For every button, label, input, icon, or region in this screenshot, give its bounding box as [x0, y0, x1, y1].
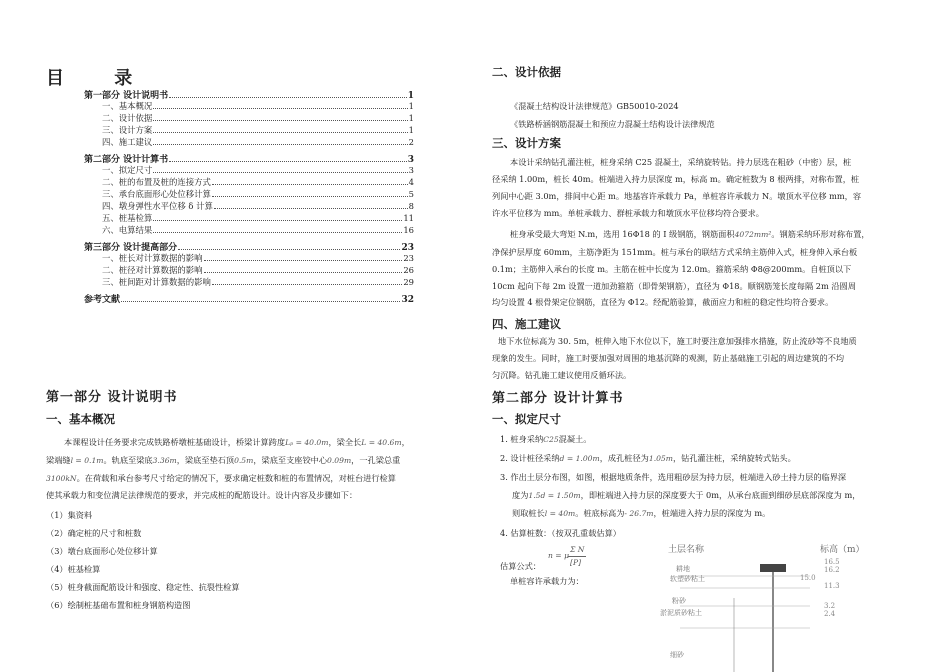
toc-entry-page: 29 — [403, 277, 414, 287]
pile-cap — [760, 564, 786, 572]
toc-leader-dots — [153, 132, 407, 133]
toc-entry[interactable] — [84, 176, 414, 188]
toc-entry-label: 第一部分 设计说明书 — [84, 91, 169, 101]
formula-n: n = μ — [548, 551, 570, 560]
toc-leader-dots — [153, 120, 407, 121]
paragraph-line: 桩身承受最大弯矩 N.m，选用 16Φ18 的 I 级钢筋，钢筋面积4072mm²。钢筋采纳环形对称布置， — [510, 229, 870, 239]
layer-label: 粉砂 — [672, 597, 686, 605]
toc-entry[interactable] — [84, 88, 414, 100]
toc-entry[interactable] — [84, 164, 414, 176]
toc-leader-dots — [212, 196, 408, 197]
toc-entry[interactable] — [84, 240, 414, 252]
toc-entry-label: 四、墩身弹性水平位移 δ 计算 — [102, 201, 213, 211]
toc-entry-label: 一、拟定尺寸 — [102, 165, 153, 175]
toc-entry-page: 3 — [407, 155, 414, 165]
formula-denominator: [P] — [570, 558, 582, 567]
list-item: 度为1.5d = 1.50m，即桩端进入持力层的深度要大于 0m，从承台底面到细砂层底部深度为 m， — [512, 490, 861, 500]
toc-entry-label: 二、桩径对计算数据的影响 — [102, 265, 203, 275]
toc-entry[interactable] — [84, 264, 414, 276]
paragraph-line: 均匀设置 4 根骨架定位钢筋，直径为 Φ12。经配筋验算，截面应力和桩的稳定性均符合要求。 — [492, 297, 834, 307]
toc-entry[interactable] — [84, 224, 414, 236]
section-title: 四、施工建议 — [492, 317, 561, 331]
toc-leader-dots — [204, 260, 403, 261]
part2-heading: 第二部分 设计计算书 — [492, 391, 624, 406]
toc-entry-label: 一、桩长对计算数据的影响 — [102, 253, 203, 263]
toc-entry-page: 1 — [408, 125, 414, 135]
steps-list — [46, 506, 240, 614]
toc-entry-label: 一、基本概况 — [102, 101, 153, 111]
paragraph-line: 径采纳 1.00m，桩长 40m。桩端进入持力层深度 m，标高 m。确定桩数为 8 根两排，对称布置，桩 — [492, 174, 860, 184]
toc-entry-label: 六、电算结果 — [102, 225, 153, 235]
toc-leader-dots — [169, 97, 407, 98]
toc-leader-dots — [153, 220, 402, 221]
toc-leader-dots — [212, 284, 402, 285]
section-title: 三、设计方案 — [492, 136, 561, 150]
elevation-label: 15.0 — [800, 574, 816, 582]
list-item: 3. 作出土层分布图，如图，根据地质条件，选用粗砂层为持力层，桩端进入砂土持力层的临界深 — [500, 472, 847, 482]
toc-entry-page: 1 — [408, 113, 414, 123]
toc-entry[interactable] — [84, 252, 414, 264]
toc-entry-label: 四、施工建议 — [102, 137, 153, 147]
toc-entry[interactable] — [84, 276, 414, 288]
toc-entry-label: 参考文献 — [84, 295, 121, 305]
toc-entry-label: 三、承台底面形心处位移计算 — [102, 189, 211, 199]
toc-entry-page: 32 — [401, 295, 414, 305]
toc-entry-label: 二、设计依据 — [102, 113, 153, 123]
toc-leader-dots — [153, 144, 407, 145]
toc-entry[interactable] — [84, 100, 414, 112]
fraction-bar — [568, 556, 586, 557]
part1-heading: 第一部分 设计说明书 — [46, 390, 178, 405]
paragraph-line: 许水平位移为 mm。单桩承载力、群桩承载力和墩顶水平位移均符合要求。 — [492, 208, 764, 218]
toc-entry[interactable] — [84, 292, 414, 304]
figure-col-soil: 土层名称 — [668, 545, 705, 555]
toc-entry-page: 4 — [408, 177, 414, 187]
toc-leader-dots — [153, 232, 402, 233]
toc-entry[interactable] — [84, 124, 414, 136]
list-item: 1. 桩身采纳C25混凝土。 — [500, 434, 592, 444]
layer-label: 耕地 — [676, 565, 690, 573]
toc-leader-dots — [153, 172, 407, 173]
list-item: （3）墩台底面形心处位移计算 — [46, 546, 158, 556]
toc-entry-label: 五、桩基检算 — [102, 213, 153, 223]
section-title: 一、拟定尺寸 — [492, 412, 561, 426]
toc-entry-page: 23 — [401, 243, 414, 253]
toc-entry-label: 第二部分 设计计算书 — [84, 155, 169, 165]
paragraph-line: 10cm 起向下每 2m 设置一道加劲箍筋（即骨架钢筋），直径为 Φ18。顺钢筋笼长度每隔 2m 沿圆周 — [492, 281, 856, 291]
list-item: （2）确定桩的尺寸和桩数 — [46, 528, 142, 538]
toc-entry-page: 11 — [403, 213, 414, 223]
paragraph-line: 3100kN。在荷载和承台参考尺寸给定的情况下，要求确定桩数和桩的布置情况，对桩台进行检算 — [46, 473, 396, 483]
capacity-label: 单桩容许承载力为： — [510, 576, 584, 586]
figure-col-elevation: 标高（m） — [820, 545, 865, 555]
elevation-label: 16.2 — [824, 566, 840, 574]
table-of-contents — [84, 88, 414, 304]
formula-label: 估算公式： — [500, 561, 541, 571]
toc-entry-page: 5 — [408, 189, 414, 199]
toc-entry-page: 1 — [408, 101, 414, 111]
section-title: 一、基本概况 — [46, 412, 115, 426]
list-item: 则取桩长l = 40m。桩底标高为- 26.7m，桩端进入持力层的深度为 m。 — [512, 508, 771, 518]
paragraph-line: 本设计采纳钻孔灌注桩，桩身采纳 C25 混凝土，采纳旋转钻。持力层选在粗砂（中密）层，桩 — [510, 157, 852, 167]
toc-leader-dots — [204, 272, 403, 273]
list-item: （6）绘制桩基础布置和桩身钢筋构造图 — [46, 600, 191, 610]
paragraph-line: 列间中心距 3.0m，排间中心距 m。地基容许承载力 Pa，单桩容许承载力 N。墩顶水平位移 mm，容 — [492, 191, 862, 201]
toc-entry[interactable] — [84, 200, 414, 212]
layer-label: 淤泥质砂粘土 — [660, 609, 702, 617]
formula-numerator: Σ N — [570, 545, 585, 554]
paragraph-line: 0.1m；主筋伸入承台的长度 m。主筋在桩中长度为 12.0m。箍筋采纳 Φ8@200mm。自桩顶以下 — [492, 264, 852, 274]
soil-profile-figure — [660, 538, 910, 672]
list-item: 2. 设计桩径采纳d = 1.00m，成孔桩径为1.05m，钻孔灌注桩，采纳旋转式钻头。 — [500, 453, 796, 463]
paragraph-line: 本课程设计任务要求完成铁路桥墩桩基础设计，桥梁计算跨度Lₚ = 40.0m，梁全长L = 40.6m， — [64, 437, 410, 447]
paragraph-line: 净保护层厚度 60mm，主筋净距为 151mm。桩与承台的联结方式采纳主筋伸入式，桩身伸入承台板 — [492, 247, 858, 257]
toc-entry-label: 二、桩的布置及桩的连接方式 — [102, 177, 211, 187]
layer-label: 软塑砂粘土 — [670, 575, 705, 583]
toc-entry[interactable] — [84, 112, 414, 124]
paragraph-line: 匀沉降。钻孔施工建议使用反循环法。 — [492, 370, 632, 380]
toc-leader-dots — [214, 208, 408, 209]
toc-entry[interactable] — [84, 136, 414, 148]
reference: 《混凝土结构设计法律规范》GB50010-2024 — [510, 101, 679, 111]
list-item: （1）集资料 — [46, 510, 93, 520]
toc-leader-dots — [121, 301, 400, 302]
elevation-label: 2.4 — [824, 610, 836, 618]
toc-entry[interactable] — [84, 152, 414, 164]
list-item: 4. 估算桩数：（按双孔重载估算） — [500, 528, 621, 538]
list-item: （4）桩基检算 — [46, 564, 101, 574]
toc-entry-label: 三、桩间距对计算数据的影响 — [102, 277, 211, 287]
paragraph-line: 现象的发生。同时，施工时要加强对周围的地基沉降的观测，防止基础施工引起的周边建筑的不均 — [492, 353, 845, 363]
toc-entry-page: 2 — [408, 137, 414, 147]
paragraph-line: 梁端缝l = 0.1m。轨底至梁底3.36m，梁底至垫石顶0.5m，梁底至支座铰中心0.09m，一孔梁总重 — [46, 455, 401, 465]
paragraph-line: 使其承载力和变位满足法律规范的要求，并完成桩的配筋设计。设计内容及步骤如下： — [46, 490, 358, 500]
reference: 《铁路桥涵钢筋混凝土和预应力混凝土结构设计法律规范 — [510, 119, 715, 129]
elevation-label: 3.2 — [824, 602, 836, 610]
toc-entry-page: 1 — [407, 91, 414, 101]
layer-label: 细砂 — [670, 651, 684, 659]
toc-entry-page: 16 — [403, 225, 414, 235]
toc-entry-page: 3 — [408, 165, 414, 175]
toc-entry[interactable] — [84, 212, 414, 224]
toc-entry-label: 三、设计方案 — [102, 125, 153, 135]
toc-leader-dots — [153, 108, 407, 109]
toc-entry-page: 23 — [403, 253, 414, 263]
soil-profile-drawing — [660, 538, 910, 672]
toc-leader-dots — [169, 161, 407, 162]
paragraph-line: 地下水位标高为 30. 5m，桩伸入地下水位以下，施工时要注意加强排水措施，防止流砂等不良地质 — [498, 336, 857, 346]
toc-leader-dots — [212, 184, 408, 185]
toc-title: 目 录 — [46, 68, 155, 89]
toc-entry-page: 8 — [408, 201, 414, 211]
toc-leader-dots — [178, 249, 400, 250]
toc-entry-label: 第三部分 设计提高部分 — [84, 243, 178, 253]
elevation-label: 16.5 — [824, 558, 840, 566]
list-item: （5）桩身截面配筋设计和强度、稳定性、抗裂性检算 — [46, 582, 240, 592]
toc-entry[interactable] — [84, 188, 414, 200]
section-title: 二、设计依据 — [492, 65, 561, 79]
elevation-label: 11.3 — [824, 582, 840, 590]
toc-entry-page: 26 — [403, 265, 414, 275]
